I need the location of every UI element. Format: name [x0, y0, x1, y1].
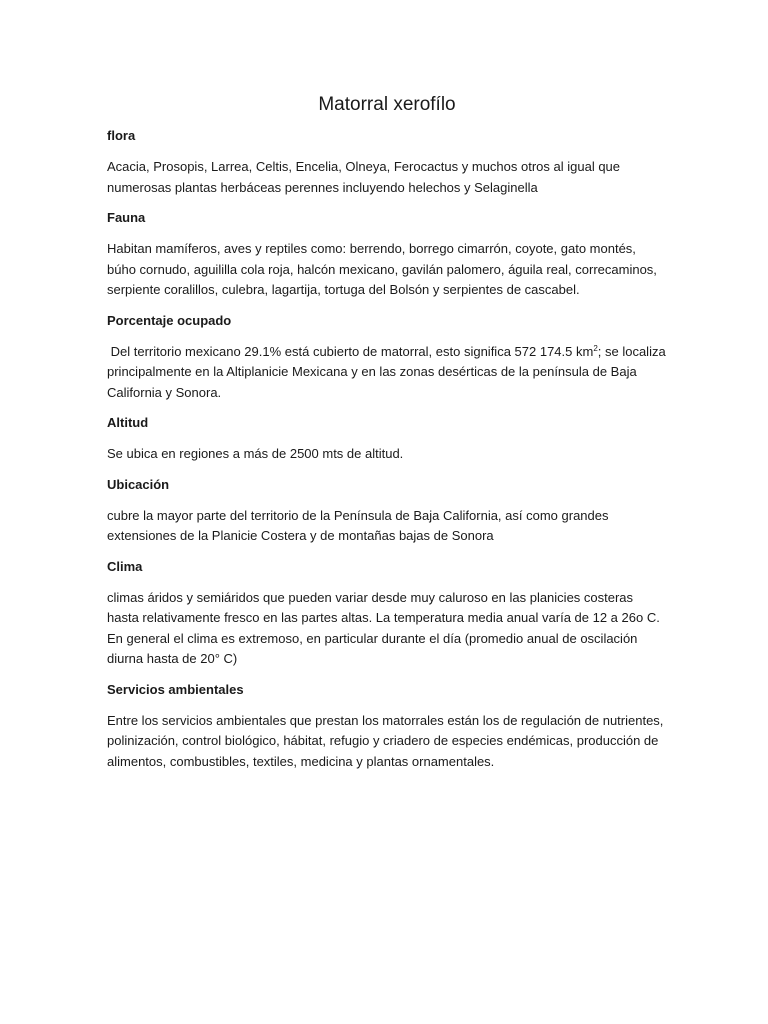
section-body-altitud: Se ubica en regiones a más de 2500 mts de altitud.	[107, 446, 404, 461]
section-ubicacion	[107, 475, 667, 547]
section-heading-flora: flora	[107, 128, 136, 143]
section-altitud	[107, 413, 667, 465]
document-title: Matorral xerofílo	[318, 94, 456, 115]
section-body-porcentaje	[107, 342, 670, 404]
section-fauna	[107, 208, 667, 301]
section-body-ubicacion: cubre la mayor parte del territorio de la Península de Baja California, así como grandes extensiones de la Planicie Costera y de montañas bajas de Sonora	[107, 507, 609, 543]
section-body-flora: Acacia, Prosopis, Larrea, Celtis, Encelia, Olneya, Ferocactus y muchos otros al igual que numerosas plantas herbáceas perennes incluyendo helechos y Selaginella	[107, 159, 621, 195]
section-heading-fauna: Fauna	[107, 210, 146, 225]
section-servicios	[107, 680, 667, 773]
section-heading-altitud: Altitud	[107, 415, 149, 430]
section-body-fauna: Habitan mamíferos, aves y reptiles como: berrendo, borrego cimarrón, coyote, gato montés, búho cornudo, aguililla cola roja, halcón mexicano, gavilán palomero, águila real, correcaminos, serpiente coralillos, culebra, lagartija, tortuga del Bolsón y serpientes de cascabel.	[107, 241, 657, 297]
section-body-servicios: Entre los servicios ambientales que prestan los matorrales están los de regulación de nutrientes, polinización, control biológico, hábitat, refugio y criadero de especies endémicas, producción de alimentos, combustibles, textiles, medicina y plantas ornamentales.	[107, 712, 664, 769]
section-heading-servicios: Servicios ambientales	[107, 681, 244, 697]
section-body-clima: climas áridos y semiáridos que pueden variar desde muy caluroso en las planicies costeras hasta relativamente fresco en las partes altas. La temperatura media anual varía de 12 a 26o C. En general el clima es extremoso, en particular durante el día (promedio anual de oscilación diurna hasta de 20° C)	[107, 589, 660, 666]
section-heading-clima: Clima	[107, 558, 143, 574]
section-clima	[107, 557, 667, 670]
porcentaje-text-start: Del territorio mexicano 29.1% está cubierto de matorral, esto significa 572 174.5 km	[107, 343, 594, 359]
document-page	[107, 92, 670, 782]
section-porcentaje	[107, 311, 670, 404]
section-flora	[107, 126, 667, 198]
km-squared-superscript: 2	[593, 343, 598, 353]
section-heading-porcentaje: Porcentaje ocupado	[107, 312, 232, 328]
porcentaje-text-end: ; se localiza principalmente en la Altiplanicie Mexicana y en las zonas desérticas de la península de Baja California y Sonora.	[107, 343, 670, 400]
section-heading-ubicacion: Ubicación	[107, 476, 170, 492]
